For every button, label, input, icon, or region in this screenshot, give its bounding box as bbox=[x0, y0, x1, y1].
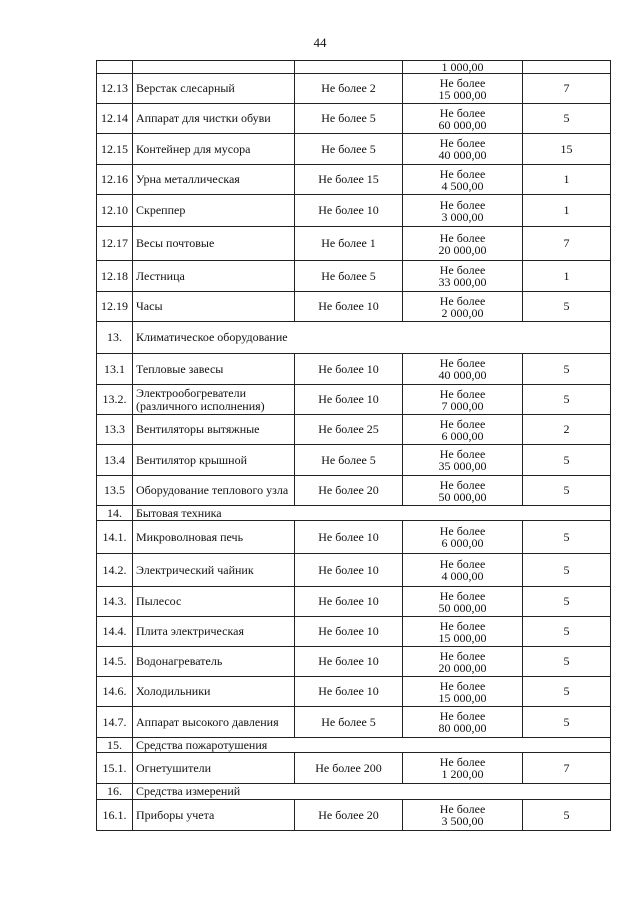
price-limit bbox=[403, 800, 523, 831]
price-value: 2 000,00 bbox=[441, 305, 484, 320]
item-number: 13.5 bbox=[97, 476, 133, 506]
item-name: Часы bbox=[133, 292, 295, 322]
price-prefix: Не более bbox=[439, 356, 486, 370]
item-number: 13.3 bbox=[97, 415, 133, 445]
price-prefix: Не более bbox=[439, 477, 486, 492]
service-life: 7 bbox=[523, 74, 611, 104]
quantity-limit: Не более 2 bbox=[295, 74, 403, 104]
service-life: 5 bbox=[523, 677, 611, 707]
quantity-limit: Не более 10 bbox=[295, 677, 403, 707]
item-name: Приборы учета bbox=[133, 800, 295, 831]
service-life: 5 bbox=[523, 617, 611, 647]
service-life: 1 bbox=[523, 195, 611, 227]
price-prefix: Не более bbox=[439, 230, 486, 245]
item-name: Плита электрическая bbox=[133, 617, 295, 647]
price-prefix: Не более bbox=[439, 447, 486, 461]
section-number: 13. bbox=[97, 322, 133, 354]
quantity-limit: Не более 10 bbox=[295, 521, 403, 554]
item-number: 12.10 bbox=[97, 195, 133, 227]
price-prefix: Не более bbox=[439, 105, 486, 120]
section-number: 15. bbox=[97, 738, 133, 753]
price-prefix: Не более bbox=[439, 386, 486, 401]
service-life: 15 bbox=[523, 134, 611, 165]
table-row bbox=[97, 587, 611, 617]
price-limit bbox=[403, 261, 523, 292]
price-limit bbox=[403, 707, 523, 738]
quantity-limit: Не более 5 bbox=[295, 445, 403, 476]
price-limit bbox=[403, 521, 523, 554]
price-value: 15 000,00 bbox=[438, 87, 487, 102]
table-row bbox=[97, 521, 611, 554]
service-life: 5 bbox=[523, 647, 611, 677]
table-row bbox=[97, 134, 611, 165]
item-number: 12.19 bbox=[97, 292, 133, 322]
table-row bbox=[97, 800, 611, 831]
service-life: 5 bbox=[523, 445, 611, 476]
price-prefix: Не более bbox=[439, 618, 486, 633]
item-name: Оборудование теплового узла bbox=[133, 476, 295, 506]
item-number: 14.5. bbox=[97, 647, 133, 677]
table-row bbox=[97, 647, 611, 677]
item-name: Электрический чайник bbox=[133, 554, 295, 587]
price-prefix: Не более bbox=[439, 588, 486, 603]
quantity-limit: Не более 1 bbox=[295, 227, 403, 261]
price-prefix: Не более bbox=[439, 709, 486, 723]
price-value: 3 000,00 bbox=[441, 209, 484, 224]
price-prefix: Не более bbox=[439, 416, 486, 431]
table-row bbox=[97, 476, 611, 506]
price-value: 6 000,00 bbox=[441, 428, 484, 443]
item-name: Верстак слесарный bbox=[133, 74, 295, 104]
service-life: 5 bbox=[523, 800, 611, 831]
quantity-limit: Не более 25 bbox=[295, 415, 403, 445]
quantity-limit: Не более 10 bbox=[295, 354, 403, 385]
quantity-limit: Не более 10 bbox=[295, 195, 403, 227]
price-value: 33 000,00 bbox=[438, 275, 487, 289]
price-value: 15 000,00 bbox=[438, 690, 487, 705]
section-title: Бытовая техника bbox=[133, 506, 611, 521]
table-row bbox=[97, 261, 611, 292]
equipment-norms-table bbox=[96, 60, 611, 831]
quantity-limit: Не более 20 bbox=[295, 800, 403, 831]
item-name: Вентиляторы вытяжные bbox=[133, 415, 295, 445]
price-value: 15 000,00 bbox=[438, 630, 487, 645]
service-life: 5 bbox=[523, 385, 611, 415]
item-number: 14.4. bbox=[97, 617, 133, 647]
item-number: 13.1 bbox=[97, 354, 133, 385]
table-row bbox=[97, 445, 611, 476]
price-prefix: Не более bbox=[439, 557, 486, 571]
table-row bbox=[97, 227, 611, 261]
price-value: 6 000,00 bbox=[441, 536, 484, 550]
price-limit bbox=[403, 227, 523, 261]
item-name: Электрообогреватели (различного исполнения) bbox=[133, 385, 295, 415]
table-row bbox=[97, 165, 611, 195]
quantity-limit: Не более 5 bbox=[295, 707, 403, 738]
service-life: 5 bbox=[523, 554, 611, 587]
table-row bbox=[97, 554, 611, 587]
table-row bbox=[97, 677, 611, 707]
price-value: 7 000,00 bbox=[441, 398, 484, 413]
item-name: Огнетушители bbox=[133, 753, 295, 784]
table-row bbox=[97, 415, 611, 445]
quantity-limit: Не более 200 bbox=[295, 753, 403, 784]
item-number: 14.2. bbox=[97, 554, 133, 587]
section-row bbox=[97, 738, 611, 753]
item-name: Лестница bbox=[133, 261, 295, 292]
item-number: 12.16 bbox=[97, 165, 133, 195]
price-limit bbox=[403, 104, 523, 134]
price-limit bbox=[403, 587, 523, 617]
service-life: 7 bbox=[523, 227, 611, 261]
price-limit bbox=[403, 476, 523, 506]
service-life: 5 bbox=[523, 292, 611, 322]
table-row bbox=[97, 74, 611, 104]
table-row bbox=[97, 617, 611, 647]
service-life: 5 bbox=[523, 707, 611, 738]
item-name: Пылесос bbox=[133, 587, 295, 617]
price-value: 4 500,00 bbox=[441, 178, 484, 193]
item-number: 14.1. bbox=[97, 521, 133, 554]
service-life: 5 bbox=[523, 354, 611, 385]
price-limit bbox=[403, 647, 523, 677]
service-life: 2 bbox=[523, 415, 611, 445]
price-value: 1 200,00 bbox=[441, 767, 484, 781]
table-row bbox=[97, 385, 611, 415]
item-number: 15.1. bbox=[97, 753, 133, 784]
table-row bbox=[97, 195, 611, 227]
item-name: Аппарат для чистки обуви bbox=[133, 104, 295, 134]
item-name: Тепловые завесы bbox=[133, 354, 295, 385]
section-number: 14. bbox=[97, 506, 133, 521]
item-name: Весы почтовые bbox=[133, 227, 295, 261]
section-title: Климатическое оборудование bbox=[133, 322, 611, 354]
service-life: 1 bbox=[523, 261, 611, 292]
quantity-limit: Не более 10 bbox=[295, 587, 403, 617]
service-life: 5 bbox=[523, 104, 611, 134]
price-value: 4 000,00 bbox=[441, 569, 484, 583]
price-limit bbox=[403, 165, 523, 195]
item-name: Вентилятор крышной bbox=[133, 445, 295, 476]
price-limit bbox=[403, 385, 523, 415]
price-prefix: Не более bbox=[439, 524, 486, 538]
service-life: 1 bbox=[523, 165, 611, 195]
item-name: Аппарат высокого давления bbox=[133, 707, 295, 738]
quantity-limit: Не более 10 bbox=[295, 554, 403, 587]
item-name: Водонагреватель bbox=[133, 647, 295, 677]
section-number: 16. bbox=[97, 784, 133, 800]
item-number: 12.18 bbox=[97, 261, 133, 292]
price-limit bbox=[403, 195, 523, 227]
term-cell bbox=[523, 61, 611, 74]
page-number: 44 bbox=[313, 35, 327, 50]
price-limit bbox=[403, 134, 523, 165]
price-limit bbox=[403, 292, 523, 322]
table-row bbox=[97, 354, 611, 385]
price-prefix: Не более bbox=[439, 755, 486, 769]
item-number: 12.15 bbox=[97, 134, 133, 165]
item-number: 12.14 bbox=[97, 104, 133, 134]
price-prefix: Не более bbox=[439, 648, 486, 663]
price-value: 20 000,00 bbox=[438, 660, 487, 675]
section-row bbox=[97, 322, 611, 354]
service-life: 7 bbox=[523, 753, 611, 784]
price-value: 80 000,00 bbox=[438, 721, 487, 735]
price-value: 3 500,00 bbox=[441, 814, 484, 828]
table-row bbox=[97, 292, 611, 322]
table-row-continuation bbox=[97, 61, 611, 74]
name-cell bbox=[133, 61, 295, 74]
price-limit bbox=[403, 415, 523, 445]
service-life: 5 bbox=[523, 521, 611, 554]
item-name: Холодильники bbox=[133, 677, 295, 707]
item-name: Микроволновая печь bbox=[133, 521, 295, 554]
item-number: 14.3. bbox=[97, 587, 133, 617]
section-row bbox=[97, 506, 611, 521]
quantity-limit: Не более 10 bbox=[295, 647, 403, 677]
section-title: Средства измерений bbox=[133, 784, 611, 800]
price-prefix: Не более bbox=[439, 678, 486, 693]
table-row bbox=[97, 104, 611, 134]
service-life: 5 bbox=[523, 476, 611, 506]
price-limit bbox=[403, 554, 523, 587]
quantity-limit: Не более 5 bbox=[295, 104, 403, 134]
price-value: 35 000,00 bbox=[438, 459, 487, 473]
price-limit bbox=[403, 445, 523, 476]
item-name: Контейнер для мусора bbox=[133, 134, 295, 165]
price-prefix: Не более bbox=[439, 136, 486, 150]
service-life: 5 bbox=[523, 587, 611, 617]
table-row bbox=[97, 707, 611, 738]
price-limit bbox=[403, 753, 523, 784]
quantity-limit: Не более 10 bbox=[295, 385, 403, 415]
quantity-limit: Не более 10 bbox=[295, 617, 403, 647]
item-name: Скреппер bbox=[133, 195, 295, 227]
price-value: 60 000,00 bbox=[438, 117, 487, 132]
price-limit bbox=[403, 354, 523, 385]
price-limit bbox=[403, 677, 523, 707]
price-value: 20 000,00 bbox=[438, 242, 487, 257]
quantity-limit: Не более 5 bbox=[295, 134, 403, 165]
item-number: 12.17 bbox=[97, 227, 133, 261]
quantity-limit: Не более 15 bbox=[295, 165, 403, 195]
item-number: 13.4 bbox=[97, 445, 133, 476]
price-prefix: Не более bbox=[439, 166, 486, 181]
item-number: 14.6. bbox=[97, 677, 133, 707]
price-prefix: Не более bbox=[439, 263, 486, 277]
item-number: 13.2. bbox=[97, 385, 133, 415]
quantity-limit: Не более 5 bbox=[295, 261, 403, 292]
item-number: 14.7. bbox=[97, 707, 133, 738]
price-prefix: Не более bbox=[439, 197, 486, 212]
price-value: 40 000,00 bbox=[438, 148, 487, 162]
table-body bbox=[97, 61, 611, 831]
price-prefix: Не более bbox=[439, 293, 486, 308]
table-row bbox=[97, 753, 611, 784]
section-row bbox=[97, 784, 611, 800]
price-cell: 1 000,00 bbox=[403, 61, 523, 74]
quantity-limit: Не более 10 bbox=[295, 292, 403, 322]
section-title: Средства пожаротушения bbox=[133, 738, 611, 753]
item-name: Урна металлическая bbox=[133, 165, 295, 195]
price-limit bbox=[403, 74, 523, 104]
price-prefix: Не более bbox=[439, 75, 486, 90]
num-cell bbox=[97, 61, 133, 74]
price-limit bbox=[403, 617, 523, 647]
price-value: 40 000,00 bbox=[438, 368, 487, 382]
price-value: 50 000,00 bbox=[438, 489, 487, 504]
limit-cell bbox=[295, 61, 403, 74]
item-number: 12.13 bbox=[97, 74, 133, 104]
quantity-limit: Не более 20 bbox=[295, 476, 403, 506]
price-prefix: Не более bbox=[439, 802, 486, 816]
item-number: 16.1. bbox=[97, 800, 133, 831]
price-value: 50 000,00 bbox=[438, 600, 487, 615]
